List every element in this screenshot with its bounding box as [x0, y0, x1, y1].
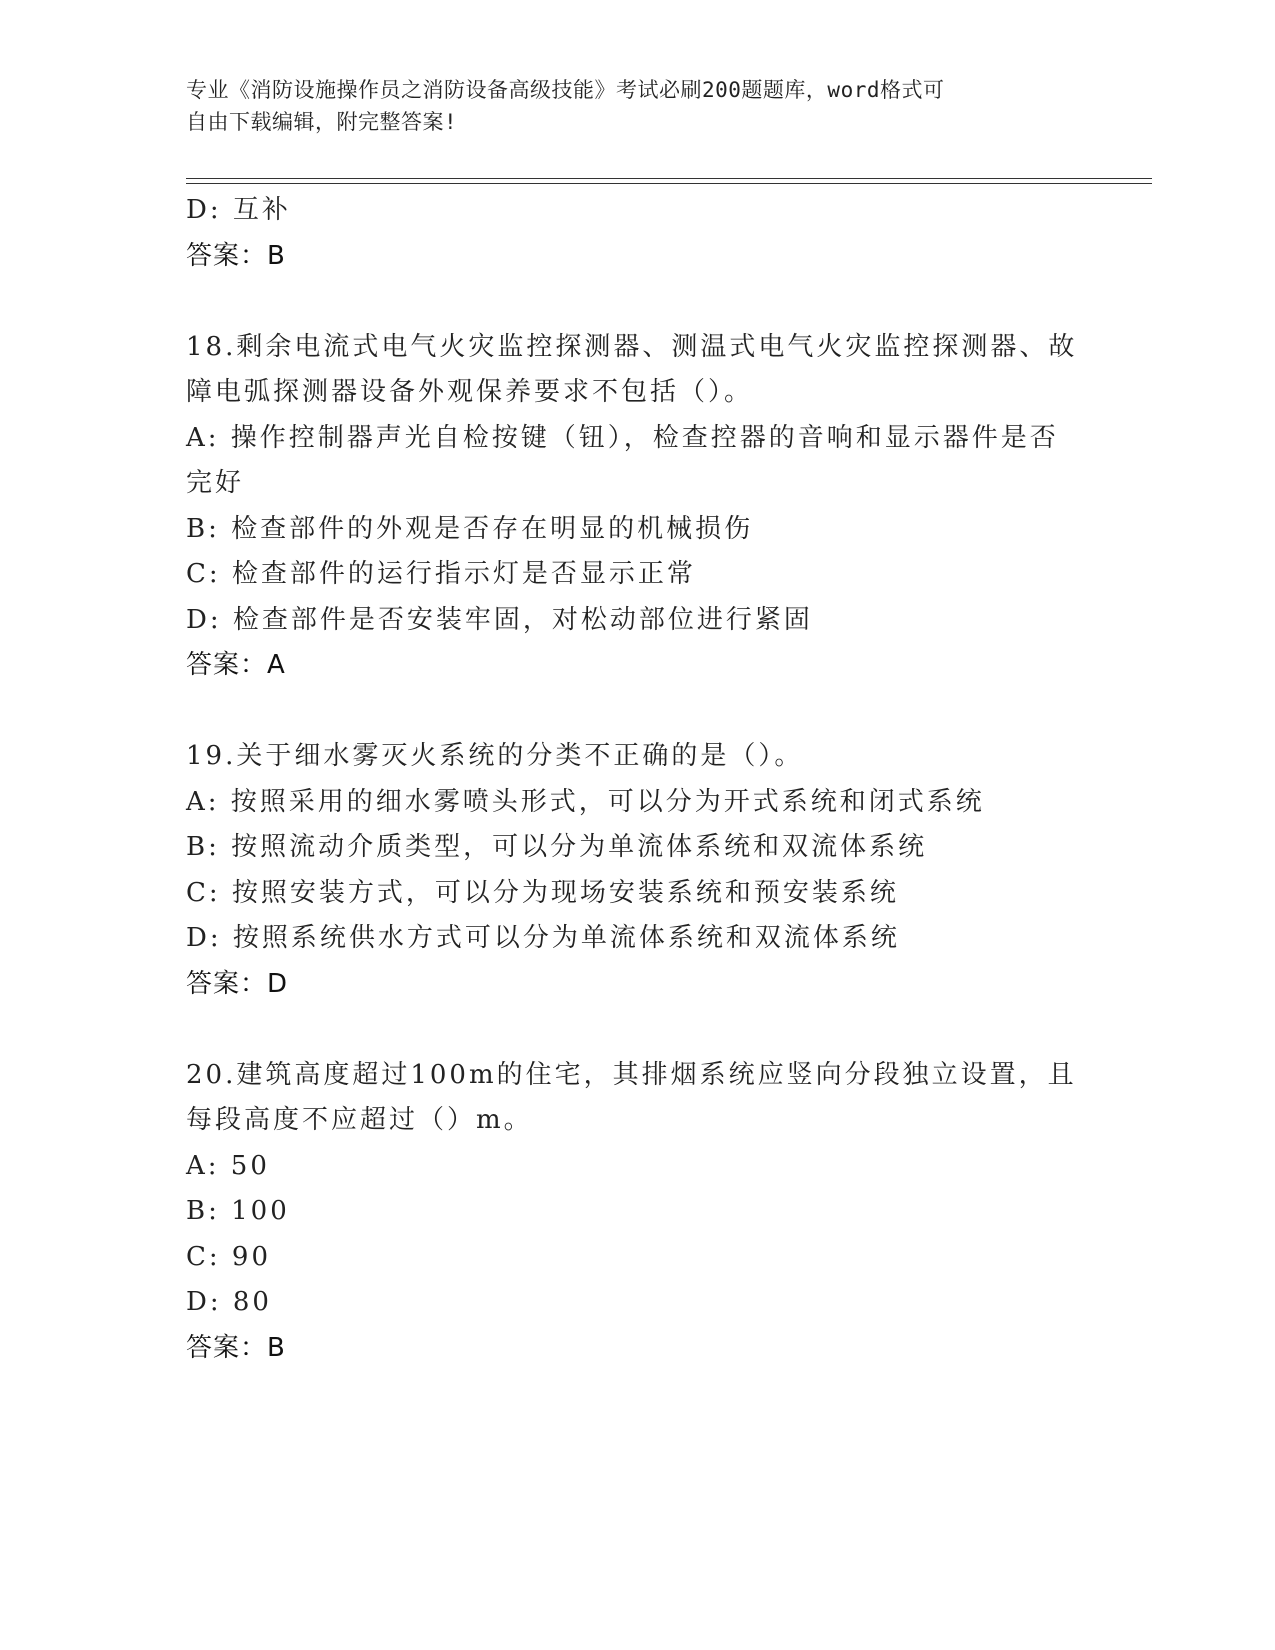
question-block-19: [186, 734, 1086, 1007]
header-line-1: 专业《消防设施操作员之消防设备高级技能》考试必刷200题题库，word格式可: [186, 78, 945, 102]
question-text-line-1: 19.关于细水雾灭火系统的分类不正确的是（）。: [186, 741, 804, 771]
question-text-line-1: 18.剩余电流式电气火灾监控探测器、测温式电气火灾监控探测器、故: [186, 331, 1078, 362]
question-block-20: [186, 1053, 1086, 1372]
option-a: A: 按照采用的细水雾喷头形式，可以分为开式系统和闭式系统: [186, 786, 985, 817]
question-block-18: [186, 325, 1086, 689]
option-c: C: 按照安装方式，可以分为现场安装系统和预安装系统: [186, 877, 899, 908]
header-rule-bottom: [186, 183, 1152, 184]
header-rule-top: [186, 178, 1152, 179]
question-block-17-tail: [186, 188, 1086, 279]
option-b: B: 100: [186, 1196, 290, 1226]
answer-line: 答案：A: [186, 650, 286, 680]
document-header: [186, 74, 1066, 138]
spacer: [186, 689, 1086, 735]
option-a-line-2: 完好: [186, 468, 245, 498]
answer-line: 答案：B: [186, 1332, 286, 1363]
option-a: A: 50: [186, 1150, 270, 1181]
answer-line: 答案：B: [186, 240, 286, 271]
option-d: D: 按照系统供水方式可以分为单流体系统和双流体系统: [186, 923, 900, 953]
question-content: [186, 188, 1086, 1371]
question-text-line-1: 20.建筑高度超过100m的住宅，其排烟系统应竖向分段独立设置，且: [186, 1059, 1077, 1090]
option-d: D: 互补: [186, 195, 291, 225]
spacer: [186, 1007, 1086, 1053]
option-b: B: 检查部件的外观是否存在明显的机械损伤: [186, 513, 754, 544]
question-text-line-2: 每段高度不应超过（）m。: [186, 1105, 533, 1135]
option-d: D: 80: [186, 1287, 272, 1317]
answer-line: 答案：D: [186, 968, 289, 999]
option-d: D: 检查部件是否安装牢固，对松动部位进行紧固: [186, 604, 813, 635]
option-a-line-1: A: 操作控制器声光自检按键（钮），检查控器的音响和显示器件是否: [186, 422, 1059, 453]
option-c: C: 检查部件的运行指示灯是否显示正常: [186, 559, 696, 589]
question-text-line-2: 障电弧探测器设备外观保养要求不包括（）。: [186, 377, 754, 407]
option-b: B: 按照流动介质类型，可以分为单流体系统和双流体系统: [186, 832, 928, 862]
spacer: [186, 279, 1086, 325]
header-line-2: 自由下载编辑，附完整答案!: [186, 110, 458, 134]
option-c: C: 90: [186, 1241, 272, 1272]
